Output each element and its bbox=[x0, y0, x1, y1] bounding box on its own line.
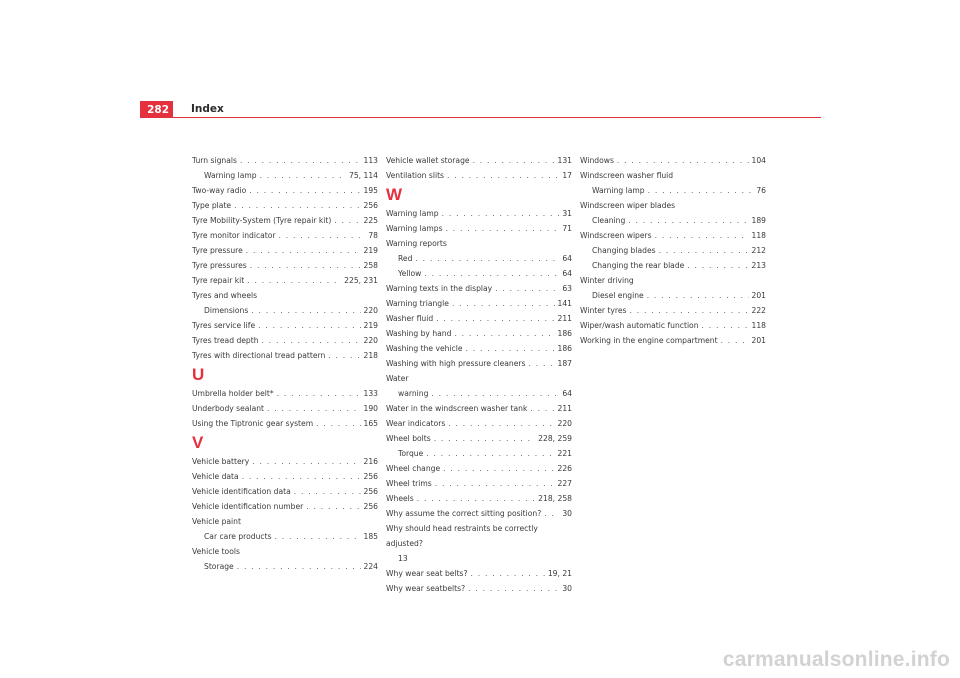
dot-leader bbox=[655, 228, 749, 243]
index-entry[interactable] bbox=[386, 281, 572, 296]
index-entry-label: Why wear seat belts? bbox=[386, 569, 468, 578]
index-entry-label: Wheel bolts bbox=[386, 434, 431, 443]
index-entry-label: Torque bbox=[398, 449, 424, 458]
dot-leader bbox=[275, 529, 361, 544]
index-entry[interactable] bbox=[386, 461, 572, 476]
index-entry-pages[interactable]: 75, 114 bbox=[349, 171, 378, 180]
index-entry-pages[interactable]: 225, 231 bbox=[344, 276, 378, 285]
index-entry-pages[interactable]: 64 bbox=[562, 254, 572, 263]
index-entry-pages[interactable]: 64 bbox=[562, 389, 572, 398]
index-entry[interactable] bbox=[192, 333, 378, 348]
index-entry-label: Why should head restraints be correctly adjusted? bbox=[386, 524, 538, 548]
index-entry bbox=[580, 198, 766, 213]
index-entry[interactable] bbox=[386, 431, 572, 446]
index-entry-pages[interactable]: 201 bbox=[751, 336, 766, 345]
dot-leader bbox=[471, 566, 545, 581]
index-entry-label: Vehicle identification data bbox=[192, 487, 291, 496]
index-entry-label: Red bbox=[398, 254, 413, 263]
dot-leader bbox=[447, 168, 559, 183]
index-entry-pages[interactable]: 78 bbox=[368, 231, 378, 240]
index-entry-label: Tyres and wheels bbox=[192, 291, 258, 300]
index-entry[interactable] bbox=[386, 221, 572, 236]
dot-leader bbox=[687, 258, 748, 273]
index-entry-label: Vehicle tools bbox=[192, 547, 240, 556]
index-entry-pages[interactable]: 185 bbox=[363, 532, 378, 541]
index-subentry[interactable] bbox=[580, 243, 766, 258]
index-entry[interactable] bbox=[386, 206, 572, 221]
dot-leader bbox=[234, 198, 360, 213]
dot-leader bbox=[306, 499, 360, 514]
dot-leader bbox=[240, 153, 361, 168]
dot-leader bbox=[415, 251, 559, 266]
index-entry bbox=[192, 288, 378, 303]
index-entry-label: Tyre pressures bbox=[192, 261, 247, 270]
index-subentry[interactable] bbox=[386, 251, 572, 266]
index-entry bbox=[192, 514, 378, 529]
index-entry-pages[interactable]: 63 bbox=[562, 284, 572, 293]
index-section-letter: U bbox=[192, 365, 205, 384]
index-section-letter: V bbox=[192, 433, 204, 452]
index-entry[interactable] bbox=[386, 326, 572, 341]
index-entry-pages[interactable]: 228, 259 bbox=[538, 434, 572, 443]
index-entry[interactable] bbox=[192, 153, 378, 168]
index-entry-label: Windscreen washer fluid bbox=[580, 171, 674, 180]
dot-leader bbox=[528, 356, 554, 371]
index-entry-label: Tyre pressure bbox=[192, 246, 243, 255]
dot-leader bbox=[630, 303, 749, 318]
index-entry-pages[interactable]: 218, 258 bbox=[538, 494, 572, 503]
index-entry[interactable] bbox=[192, 401, 378, 416]
index-entry-label: Windscreen wipers bbox=[580, 231, 652, 240]
index-entry-pages[interactable]: 131 bbox=[557, 156, 572, 165]
index-entry-label: Vehicle paint bbox=[192, 517, 241, 526]
index-entry-pages[interactable]: 256 bbox=[363, 201, 378, 210]
dot-leader bbox=[628, 213, 748, 228]
index-entry[interactable] bbox=[192, 228, 378, 243]
index-entry-label: Changing the rear blade bbox=[592, 261, 685, 270]
index-entry-label: Dimensions bbox=[204, 306, 249, 315]
index-entry-label: Warning reports bbox=[386, 239, 447, 248]
index-entry-pages[interactable]: 219 bbox=[363, 246, 378, 255]
dot-leader bbox=[251, 303, 360, 318]
dot-leader bbox=[249, 183, 360, 198]
index-entry[interactable] bbox=[192, 243, 378, 258]
dot-leader bbox=[242, 469, 361, 484]
index-entry-pages[interactable]: 216 bbox=[363, 457, 378, 466]
index-entry-label: Wheel trims bbox=[386, 479, 432, 488]
dot-leader bbox=[466, 341, 555, 356]
index-entry-pages[interactable]: 211 bbox=[557, 314, 572, 323]
index-entry-label: Yellow bbox=[398, 269, 422, 278]
index-subentry[interactable] bbox=[192, 559, 378, 574]
index-entry[interactable] bbox=[580, 303, 766, 318]
index-entry-pages[interactable]: 31 bbox=[562, 209, 572, 218]
index-entry-label: Vehicle data bbox=[192, 472, 239, 481]
index-subentry[interactable] bbox=[386, 386, 572, 401]
index-entry-label: Underbody sealant bbox=[192, 404, 265, 413]
dot-leader bbox=[328, 348, 360, 363]
index-entry-label: Why assume the correct sitting position? bbox=[386, 509, 542, 518]
index-entry[interactable] bbox=[386, 506, 572, 521]
index-entry-pages[interactable]: 19, 21 bbox=[547, 569, 572, 578]
index-subentry[interactable] bbox=[580, 213, 766, 228]
index-entry bbox=[192, 544, 378, 559]
index-entry-label: Wiper/wash automatic function bbox=[580, 321, 699, 330]
dot-leader bbox=[250, 258, 361, 273]
dot-leader bbox=[262, 333, 361, 348]
index-column-3 bbox=[580, 153, 766, 348]
index-entry[interactable] bbox=[386, 566, 572, 581]
dot-leader bbox=[260, 168, 346, 183]
dot-leader bbox=[452, 296, 555, 311]
index-subentry[interactable] bbox=[192, 303, 378, 318]
dot-leader bbox=[426, 446, 554, 461]
dot-leader bbox=[247, 273, 341, 288]
index-entry-pages[interactable]: 190 bbox=[363, 404, 378, 413]
index-entry-pages[interactable]: 187 bbox=[557, 359, 572, 368]
index-entry-label: Diesel engine bbox=[592, 291, 644, 300]
index-entry-pages[interactable]: 64 bbox=[562, 269, 572, 278]
index-entry-pages[interactable]: 227 bbox=[557, 479, 572, 488]
index-subentry[interactable] bbox=[386, 266, 572, 281]
index-entry-label: Washer fluid bbox=[386, 314, 434, 323]
index-entry-pages[interactable]: 165 bbox=[363, 419, 378, 428]
dot-leader bbox=[316, 416, 360, 431]
index-entry-label: Winter tyres bbox=[580, 306, 627, 315]
index-entry-pages[interactable]: 256 bbox=[363, 502, 378, 511]
index-entry-pages[interactable]: 219 bbox=[363, 321, 378, 330]
index-entry[interactable] bbox=[580, 228, 766, 243]
dot-leader bbox=[246, 243, 361, 258]
index-entry-pages[interactable]: 220 bbox=[363, 306, 378, 315]
index-entry bbox=[580, 273, 766, 288]
index-entry-pages[interactable]: 226 bbox=[557, 464, 572, 473]
dot-leader bbox=[424, 266, 559, 281]
index-entry-pages[interactable]: 221 bbox=[557, 449, 572, 458]
index-entry-label: Tyre monitor indicator bbox=[192, 231, 276, 240]
index-column-1 bbox=[192, 153, 378, 574]
index-entry[interactable] bbox=[386, 311, 572, 326]
index-entry[interactable] bbox=[580, 318, 766, 333]
dot-leader bbox=[495, 281, 559, 296]
index-entry-label: warning bbox=[398, 389, 429, 398]
index-entry-label: Tyres with directional tread pattern bbox=[192, 351, 326, 360]
index-entry[interactable] bbox=[386, 401, 572, 416]
index-entry[interactable] bbox=[192, 198, 378, 213]
index-entry-label: Vehicle identification number bbox=[192, 502, 304, 511]
page-number-badge: 282 bbox=[140, 101, 173, 118]
index-entry[interactable] bbox=[580, 333, 766, 348]
index-entry[interactable] bbox=[192, 183, 378, 198]
index-entry-pages[interactable]: 104 bbox=[751, 156, 766, 165]
index-entry-pages[interactable]: 141 bbox=[557, 299, 572, 308]
index-entry-label: Car care products bbox=[204, 532, 272, 541]
index-entry-pages[interactable]: 189 bbox=[751, 216, 766, 225]
index-subentry[interactable] bbox=[580, 183, 766, 198]
index-subentry[interactable] bbox=[192, 529, 378, 544]
index-entry-label: Winter driving bbox=[580, 276, 634, 285]
dot-leader bbox=[334, 213, 360, 228]
page-title: Index bbox=[191, 103, 224, 115]
index-entry-pages[interactable]: 256 bbox=[363, 487, 378, 496]
dot-leader bbox=[436, 311, 554, 326]
index-entry-label: Wear indicators bbox=[386, 419, 446, 428]
dot-leader bbox=[617, 153, 749, 168]
index-entry-label: Water in the windscreen washer tank bbox=[386, 404, 528, 413]
dot-leader bbox=[277, 386, 361, 401]
index-entry-label: Warning lamp bbox=[592, 186, 645, 195]
index-entry-pages[interactable]: 195 bbox=[363, 186, 378, 195]
index-entry-label: Tyre Mobility-System (Tyre repair kit) bbox=[192, 216, 332, 225]
dot-leader bbox=[417, 491, 535, 506]
index-entry-label: Vehicle battery bbox=[192, 457, 250, 466]
index-entry[interactable] bbox=[386, 476, 572, 491]
index-entry[interactable] bbox=[386, 341, 572, 356]
dot-leader bbox=[454, 326, 554, 341]
index-entry-pages[interactable]: 113 bbox=[363, 156, 378, 165]
index-entry-label: Two-way radio bbox=[192, 186, 247, 195]
index-entry-pages[interactable]: 222 bbox=[751, 306, 766, 315]
dot-leader bbox=[544, 506, 559, 521]
index-entry-pages[interactable]: 211 bbox=[557, 404, 572, 413]
index-entry[interactable] bbox=[192, 416, 378, 431]
index-entry-label: Washing the vehicle bbox=[386, 344, 463, 353]
index-entry-label: Using the Tiptronic gear system bbox=[192, 419, 314, 428]
index-entry-pages[interactable]: 13 bbox=[398, 554, 408, 563]
index-entry-label: Wheel change bbox=[386, 464, 441, 473]
index-entry-label: Washing with high pressure cleaners bbox=[386, 359, 526, 368]
index-entry[interactable] bbox=[580, 153, 766, 168]
index-entry-label: Umbrella holder belt* bbox=[192, 389, 274, 398]
index-entry[interactable] bbox=[386, 296, 572, 311]
index-entry[interactable] bbox=[192, 499, 378, 514]
dot-leader bbox=[434, 431, 535, 446]
index-entry-label: Washing by hand bbox=[386, 329, 452, 338]
index-entry[interactable] bbox=[386, 168, 572, 183]
dot-leader bbox=[442, 206, 560, 221]
dot-leader bbox=[648, 183, 754, 198]
index-entry-label: Warning texts in the display bbox=[386, 284, 493, 293]
index-entry-label: Ventilation slits bbox=[386, 171, 445, 180]
index-entry[interactable] bbox=[192, 258, 378, 273]
index-entry bbox=[386, 371, 572, 386]
dot-leader bbox=[443, 461, 554, 476]
index-subentry[interactable] bbox=[580, 258, 766, 273]
index-entry-label: Tyre repair kit bbox=[192, 276, 245, 285]
index-entry[interactable] bbox=[386, 153, 572, 168]
index-entry-label: Warning lamps bbox=[386, 224, 443, 233]
index-entry-label: Windscreen wiper blades bbox=[580, 201, 676, 210]
index-entry-pages[interactable]: 213 bbox=[751, 261, 766, 270]
index-entry-pages[interactable]: 258 bbox=[363, 261, 378, 270]
dot-leader bbox=[647, 288, 749, 303]
index-entry[interactable] bbox=[386, 416, 572, 431]
index-entry-pages[interactable]: 118 bbox=[751, 231, 766, 240]
index-entry[interactable] bbox=[192, 484, 378, 499]
dot-leader bbox=[279, 228, 366, 243]
index-entry-pages[interactable]: 30 bbox=[562, 509, 572, 518]
index-entry-label: Windows bbox=[580, 156, 614, 165]
dot-leader bbox=[252, 454, 360, 469]
index-entry[interactable] bbox=[192, 213, 378, 228]
index-entry-pages[interactable]: 133 bbox=[363, 389, 378, 398]
dot-leader bbox=[468, 581, 559, 596]
dot-leader bbox=[237, 559, 361, 574]
index-entry-pages[interactable]: 212 bbox=[751, 246, 766, 255]
index-subentry[interactable] bbox=[386, 446, 572, 461]
index-entry-pages[interactable]: 17 bbox=[562, 171, 572, 180]
dot-leader bbox=[721, 333, 749, 348]
index-entry-pages[interactable]: 256 bbox=[363, 472, 378, 481]
index-entry-label: Storage bbox=[204, 562, 234, 571]
index-entry-label: Warning lamp bbox=[386, 209, 439, 218]
index-entry-pages[interactable]: 220 bbox=[363, 336, 378, 345]
index-entry-label: Type plate bbox=[192, 201, 232, 210]
dot-leader bbox=[448, 416, 554, 431]
index-entry bbox=[386, 236, 572, 251]
index-entry-pages[interactable]: 71 bbox=[562, 224, 572, 233]
index-entry-label: Warning triangle bbox=[386, 299, 449, 308]
index-entry[interactable] bbox=[192, 318, 378, 333]
index-entry-pages[interactable]: 186 bbox=[557, 344, 572, 353]
header-divider bbox=[173, 117, 821, 118]
index-entry-pages[interactable]: 224 bbox=[363, 562, 378, 571]
index-entry-pages[interactable]: 225 bbox=[363, 216, 378, 225]
dot-leader bbox=[702, 318, 749, 333]
index-entry-label: Turn signals bbox=[192, 156, 237, 165]
index-entry-label: Vehicle wallet storage bbox=[386, 156, 470, 165]
index-entry-label: Cleaning bbox=[592, 216, 626, 225]
dot-leader bbox=[530, 401, 554, 416]
index-entry-pages[interactable]: 218 bbox=[363, 351, 378, 360]
index-entry-pages[interactable]: 186 bbox=[557, 329, 572, 338]
index-entry[interactable] bbox=[192, 386, 378, 401]
index-entry[interactable] bbox=[192, 348, 378, 363]
dot-leader bbox=[267, 401, 360, 416]
index-entry[interactable] bbox=[386, 581, 572, 596]
index-subentry[interactable] bbox=[580, 288, 766, 303]
dot-leader bbox=[435, 476, 555, 491]
index-entry-label: Tyres service life bbox=[192, 321, 256, 330]
index-entry-pages[interactable]: 118 bbox=[751, 321, 766, 330]
index-entry-label: Wheels bbox=[386, 494, 414, 503]
index-subentry[interactable] bbox=[192, 168, 378, 183]
index-entry-label: Why wear seatbelts? bbox=[386, 584, 466, 593]
index-entry-pages[interactable]: 201 bbox=[751, 291, 766, 300]
index-column-2 bbox=[386, 153, 572, 596]
dot-leader bbox=[258, 318, 360, 333]
index-entry[interactable] bbox=[192, 273, 378, 288]
dot-leader bbox=[659, 243, 749, 258]
index-entry-label: Water bbox=[386, 374, 409, 383]
index-entry[interactable] bbox=[386, 521, 572, 566]
dot-leader bbox=[294, 484, 361, 499]
index-entry-label: Working in the engine compartment bbox=[580, 336, 718, 345]
index-section-letter: W bbox=[386, 185, 403, 204]
index-entry[interactable] bbox=[192, 469, 378, 484]
index-entry-label: Changing blades bbox=[592, 246, 656, 255]
index-entry-pages[interactable]: 76 bbox=[756, 186, 766, 195]
dot-leader bbox=[446, 221, 560, 236]
index-entry bbox=[580, 168, 766, 183]
index-entry[interactable] bbox=[386, 491, 572, 506]
watermark-text: carmanualsonline.info bbox=[722, 648, 950, 671]
index-entry-pages[interactable]: 30 bbox=[562, 584, 572, 593]
index-entry-label: Warning lamp bbox=[204, 171, 257, 180]
index-entry[interactable] bbox=[192, 454, 378, 469]
index-entry-pages[interactable]: 220 bbox=[557, 419, 572, 428]
index-entry-label: Tyres tread depth bbox=[192, 336, 259, 345]
index-entry[interactable] bbox=[386, 356, 572, 371]
dot-leader bbox=[473, 153, 555, 168]
dot-leader bbox=[431, 386, 559, 401]
